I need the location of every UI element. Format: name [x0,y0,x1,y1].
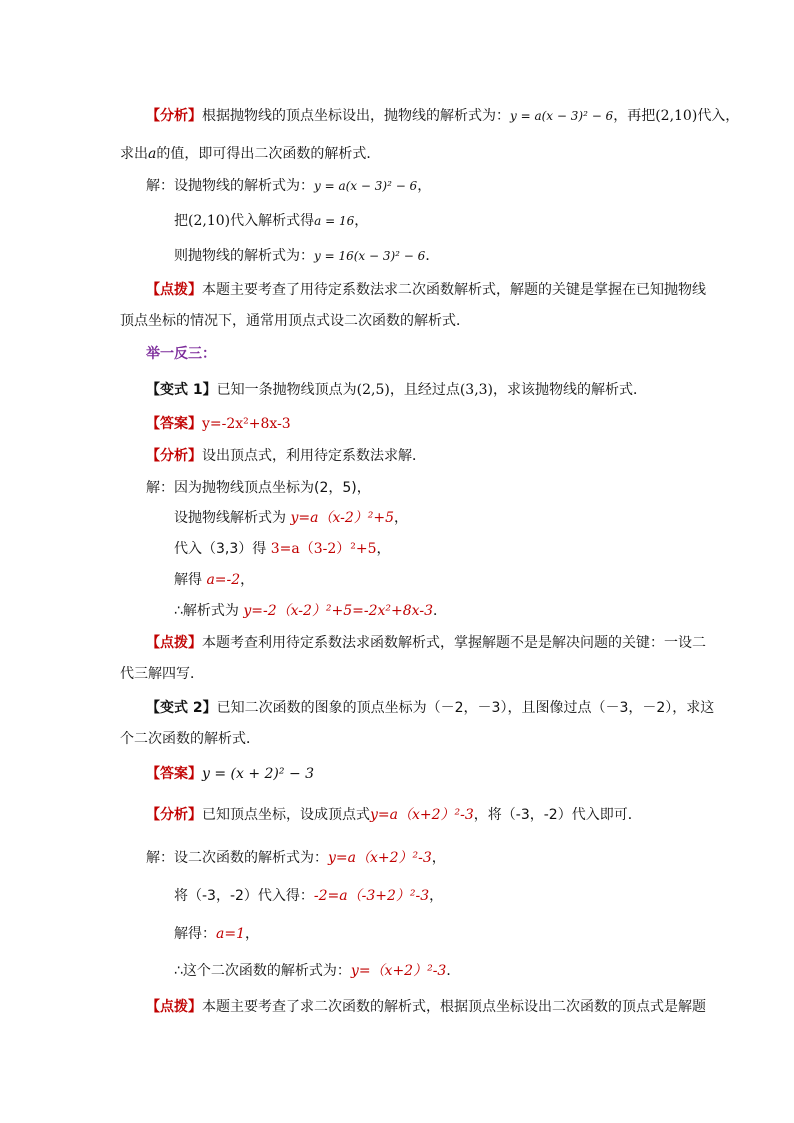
tip-tag: 【点拨】 [146,282,202,298]
analysis-line-2: 求出a的值，即可得出二次函数的解析式． [120,146,381,162]
solution-line-3: 则抛物线的解析式为：y = 16(x − 3)² − 6． [174,248,440,264]
variant1-question: 【变式 1】已知一条抛物线顶点为(2,5)，且经过点(3,3)，求该抛物线的解析式． [146,382,648,398]
variant1-solution-1: 解：因为抛物线顶点坐标为(2，5)， [146,480,371,496]
variant2-question-1: 【变式 2】已知二次函数的图象的顶点坐标为（－2，－3），且图像过点（－3，－2），求这 [146,700,715,716]
variant2-tip-1: 【点拨】本题主要考查了求二次函数的解析式，根据顶点坐标设出二次函数的顶点式是解题 [146,999,706,1015]
variant2-solution-3: 解得：a=1， [174,926,259,942]
variable-a: a [148,146,157,162]
variant2-solution-1: 解：设二次函数的解析式为：y=a（x+2）²-3， [146,850,446,866]
answer-value: y = (x + 2)² − 3 [202,766,315,782]
solution-line-1: 解：设抛物线的解析式为：y = a(x − 3)² − 6， [146,178,432,194]
variant2-solution-4: ∴这个二次函数的解析式为：y=（x+2）²-3． [174,963,461,979]
variant1-solution-2: 设抛物线解析式为 y=a（x-2）²+5， [174,510,408,526]
variant2-answer: 【答案】y = (x + 2)² − 3 [146,766,315,782]
variant1-solution-4: 解得 a=-2， [174,572,255,588]
variant1-solution-5: ∴解析式为 y=-2（x-2）²+5=-2x²+8x-3． [174,603,447,619]
variant1-tip-2: 代三解四写． [120,666,204,682]
variant1-analysis: 【分析】设出顶点式，利用待定系数法求解． [146,448,426,464]
variant1-answer: 【答案】y=-2x²+8x-3 [146,416,291,432]
point: (2,10) [655,108,698,124]
variant2-solution-2: 将（-3，-2）代入得：-2=a（-3+2）²-3， [174,888,444,904]
variant1-tip-1: 【点拨】本题考查利用待定系数法求函数解析式，掌握解题不是是解决问题的关键：一设二 [146,635,706,651]
formula: y = a(x − 3)² − 6 [510,109,614,123]
section-heading: 举一反三： [146,346,216,362]
tip-line-1: 【点拨】本题主要考查了用待定系数法求二次函数解析式，解题的关键是掌握在已知抛物线 [146,282,706,298]
variant2-tag: 【变式 2】 [146,700,217,716]
solution-line-2: 把(2,10)代入解析式得a = 16， [174,213,369,229]
analysis-line-1: 【分析】根据抛物线的顶点坐标设出，抛物线的解析式为：y = a(x − 3)² − 6，再把(2,10)代入， [146,108,740,124]
analysis-tag: 【分析】 [146,108,202,124]
variant1-tag: 【变式 1】 [146,382,217,398]
answer-value: y=-2x²+8x-3 [202,416,291,432]
variant2-question-2: 个二次函数的解析式． [120,731,260,747]
variant1-solution-3: 代入（3,3）得 3=a（3-2）²+5， [174,541,391,557]
tip-line-2: 顶点坐标的情况下，通常用顶点式设二次函数的解析式． [120,313,470,329]
variant2-analysis: 【分析】已知顶点坐标，设成顶点式y=a（x+2）²-3，将（-3，-2）代入即可． [146,807,642,823]
